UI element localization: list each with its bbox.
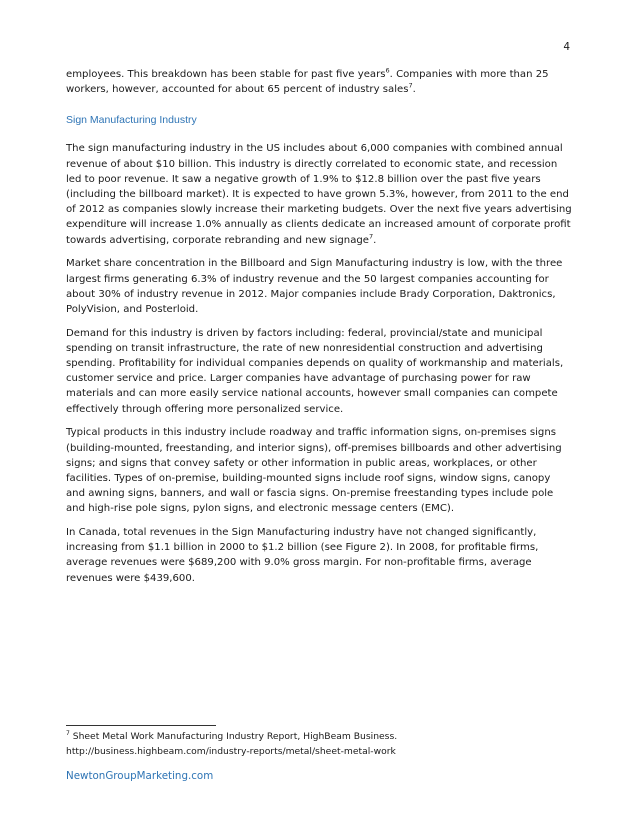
main-content [66,67,572,594]
footnote-citation [66,730,576,745]
paragraph-demand: Demand for this industry is driven by factors including: federal, provincial/state and municipal spending on transit infrastructure, the rate of new nonresidential construction and advertising spending. Profitability for individual companies depends on quality of workmanship and materials, customer service and price. Larger companies have advantage of purchasing power for raw materials and can more easily service national accounts, however small companies can compete effectively through offering more personalized service. [66,327,564,415]
page-number: 4 [563,41,570,53]
footnote-text: Sheet Metal Work Manufacturing Industry Report, HighBeam Business. [69,731,398,742]
intro-paragraph [66,67,572,97]
footnote-ref-7[interactable]: 7 [408,81,413,90]
footnote-divider [66,725,216,726]
paragraph-market-overview-text: The sign manufacturing industry in the US includes about 6,000 companies with combined annual revenue of about $10 billion. This industry is directly correlated to economic state, and recession led to poor revenue. It saw a negative growth of 1.9% to $12.8 billion over the past five years (including the billboard market). It is expected to have grown 5.3%, however, from 2011 to the end of 2012 as companies slowly increase their marketing budgets. Over the next five years advertising expenditure will increase 1.0% annually as clients dedicate an increased amount of corporate profit towards advertising, corporate rebranding and new signage [66,143,572,246]
paragraph-end: . [373,234,377,246]
footnote-ref-6[interactable]: 6 [385,66,390,75]
footnote-number: 7 [66,729,70,737]
paragraph-products: Typical products in this industry include roadway and traffic information signs, on-premises signs (building-mounted, freestanding, and interior signs), off-premises billboards and other advertising signs; and signs that convey safety or other information in public areas, workplaces, or other facilities. Types of on-premise, building-mounted signs include roof signs, window signs, canopy and awning signs, banners, and wall or fascia signs. On-premise freestanding types include pole and high-rise pole signs, pylon signs, and electronic message centers (EMC). [66,427,562,515]
footnote-url[interactable]: http://business.highbeam.com/industry-reports/metal/sheet-metal-work [66,745,396,757]
footer-website-link[interactable]: NewtonGroupMarketing.com [66,770,214,782]
footnote-ref-7[interactable]: 7 [369,232,374,241]
intro-text-b: . Companies with more than 25 workers, however, accounted for about 65 percent of industry sales [66,69,549,96]
paragraph-market-overview [66,141,572,247]
intro-text-c: . [412,84,416,96]
paragraph-market-share: Market share concentration in the Billboard and Sign Manufacturing industry is low, with the three largest firms generating 6.3% of industry revenue and the 50 largest companies accounting for about 30% of industry revenue in 2012. Major companies include Brady Corporation, Daktronics, PolyVision, and Posterloid. [66,258,563,315]
footnote [66,730,576,759]
paragraph-canada: In Canada, total revenues in the Sign Manufacturing industry have not changed significantly, increasing from $1.1 billion in 2000 to $1.2 billion (see Figure 2). In 2008, for profitable firms, average revenues were $689,200 with 9.0% gross margin. For non-profitable firms, average revenues were $439,600. [66,527,539,584]
section-heading: Sign Manufacturing Industry [66,114,197,127]
intro-text-a: employees. This breakdown has been stable for past five years [66,69,386,80]
